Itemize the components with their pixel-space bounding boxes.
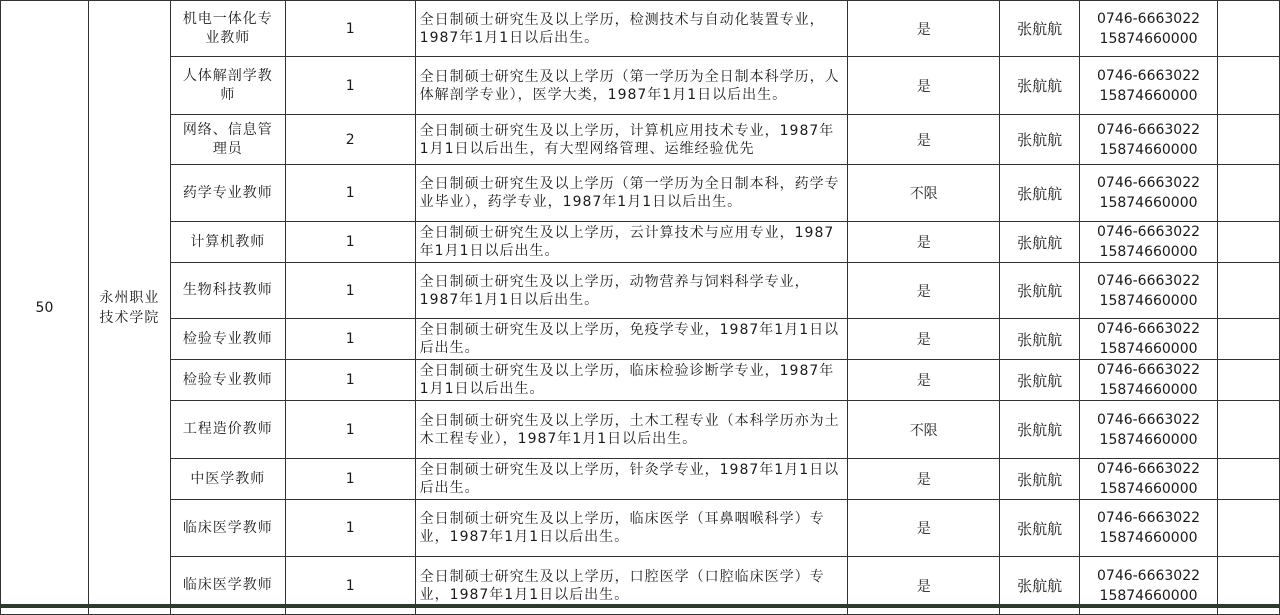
position-cell: 临床医学教师 [170,500,285,557]
contact-name-cell: 张航航 [1000,57,1080,115]
phone-cell [1080,1,1218,57]
position-cell: 中医学教师 [170,459,285,500]
headcount-cell: 1 [285,360,415,401]
blank-cell [1218,263,1280,319]
phone-cell [1080,319,1218,360]
position-cell: 检验专业教师 [170,360,285,401]
unit-name-cell: 永州职业技术学院 [88,1,170,615]
phone-landline: 0746-6663022 [1097,224,1201,240]
blank-cell [1218,57,1280,115]
flag-cell: 是 [848,459,1000,500]
phone-landline: 0746-6663022 [1097,362,1201,378]
requirement-cell [415,165,848,222]
position-cell: 人体解剖学教师 [170,57,285,115]
phone-landline: 0746-6663022 [1097,10,1201,27]
table-row [1,57,1280,115]
table-row [1,1,1280,57]
headcount-cell: 1 [285,1,415,57]
requirement-cell [415,222,848,263]
requirement-text: 全日制硕士研究生及以上学历，临床检验诊断学专业，1987年1月1日以后出生。 [419,363,835,397]
contact-name-cell: 张航航 [1000,165,1080,222]
phone-mobile: 15874660000 [1099,587,1198,604]
contact-name-cell: 张航航 [1000,401,1080,459]
table-row [1,401,1280,459]
headcount-cell: 1 [285,500,415,557]
blank-cell [1218,115,1280,165]
headcount-cell: 1 [285,319,415,360]
requirement-text: 全日制硕士研究生及以上学历，云计算技术与应用专业，1987年1月1日以后出生。 [419,225,835,259]
phone-cell [1080,360,1218,401]
position-cell: 机电一体化专业教师 [170,1,285,57]
table-row [1,263,1280,319]
blank-cell [1218,360,1280,401]
headcount-cell: 1 [285,263,415,319]
phone-cell [1080,459,1218,500]
phone-mobile: 15874660000 [1099,87,1198,104]
position-cell: 检验专业教师 [170,319,285,360]
position-cell: 工程造价教师 [170,401,285,459]
requirement-cell [415,57,848,115]
bottom-rule [0,604,1280,608]
requirement-cell [415,319,848,360]
flag-cell: 是 [848,360,1000,401]
contact-name-cell: 张航航 [1000,459,1080,500]
contact-name-cell: 张航航 [1000,115,1080,165]
phone-landline: 0746-6663022 [1097,321,1201,337]
flag-cell: 是 [848,557,1000,615]
headcount-cell: 1 [285,557,415,615]
contact-name-cell: 张航航 [1000,500,1080,557]
requirement-cell [415,360,848,401]
headcount-cell: 1 [285,401,415,459]
requirement-cell [415,263,848,319]
phone-cell [1080,57,1218,115]
headcount-cell: 1 [285,459,415,500]
contact-name-cell: 张航航 [1000,222,1080,263]
phone-cell [1080,500,1218,557]
blank-cell [1218,500,1280,557]
phone-landline: 0746-6663022 [1097,461,1201,477]
position-cell: 网络、信息管理员 [170,115,285,165]
table-row [1,319,1280,360]
table-row [1,459,1280,500]
table-row [1,500,1280,557]
blank-cell [1218,319,1280,360]
requirement-cell [415,500,848,557]
position-cell: 临床医学教师 [170,557,285,615]
requirement-text: 全日制硕士研究生及以上学历，临床医学（耳鼻咽喉科学）专业，1987年1月1日以后出生。 [419,511,825,545]
table-row [1,165,1280,222]
phone-mobile: 15874660000 [1099,30,1198,47]
headcount-cell: 2 [285,115,415,165]
headcount-cell: 1 [285,57,415,115]
contact-name-cell: 张航航 [1000,263,1080,319]
flag-cell: 是 [848,263,1000,319]
requirement-cell [415,459,848,500]
requirement-text: 全日制硕士研究生及以上学历，免疫学专业，1987年1月1日以后出生。 [419,322,840,356]
contact-name-cell: 张航航 [1000,557,1080,615]
blank-cell [1218,401,1280,459]
requirement-text: 全日制硕士研究生及以上学历，动物营养与饲料科学专业，1987年1月1日以后出生。 [419,273,810,308]
requirement-text: 全日制硕士研究生及以上学历，口腔医学（口腔临床医学）专业，1987年1月1日以后出生。 [419,568,825,603]
phone-landline: 0746-6663022 [1097,510,1201,526]
blank-cell [1218,222,1280,263]
phone-mobile: 15874660000 [1099,244,1198,260]
requirement-cell [415,401,848,459]
position-cell: 生物科技教师 [170,263,285,319]
requirement-text: 全日制硕士研究生及以上学历，检测技术与自动化装置专业，1987年1月1日以后出生。 [419,11,825,46]
phone-landline: 0746-6663022 [1097,272,1201,289]
flag-cell: 是 [848,1,1000,57]
phone-landline: 0746-6663022 [1097,67,1201,84]
phone-cell [1080,165,1218,222]
blank-cell [1218,459,1280,500]
flag-cell: 不限 [848,165,1000,222]
phone-mobile: 15874660000 [1099,481,1198,497]
flag-cell: 是 [848,222,1000,263]
requirement-text: 全日制硕士研究生及以上学历，土木工程专业（本科学历亦为土木工程专业），1987年1月1日以后出生。 [419,412,840,447]
table-row [1,115,1280,165]
requirement-text: 全日制硕士研究生及以上学历（第一学历为全日制本科学历，人体解剖学专业），医学大类，1987年1月1日以后出生。 [419,68,840,103]
phone-landline: 0746-6663022 [1097,411,1201,428]
requirement-text: 全日制硕士研究生及以上学历，针灸学专业，1987年1月1日以后出生。 [419,462,840,496]
flag-cell: 是 [848,115,1000,165]
requirement-text: 全日制硕士研究生及以上学历（第一学历为全日制本科，药学专业毕业），药学专业，1987年1月1日以后出生。 [419,176,840,210]
contact-name-cell: 张航航 [1000,1,1080,57]
phone-mobile: 15874660000 [1099,341,1198,357]
phone-cell [1080,115,1218,165]
phone-cell [1080,401,1218,459]
headcount-cell: 1 [285,222,415,263]
phone-mobile: 15874660000 [1099,530,1198,546]
position-cell: 药学专业教师 [170,165,285,222]
flag-cell: 不限 [848,401,1000,459]
phone-mobile: 15874660000 [1099,141,1198,158]
table-row [1,222,1280,263]
phone-cell [1080,263,1218,319]
requirement-text: 全日制硕士研究生及以上学历，计算机应用技术专业，1987年1月1日以后出生，有大型网络管理、运维经验优先 [419,122,835,157]
phone-mobile: 15874660000 [1099,195,1198,211]
phone-mobile: 15874660000 [1099,292,1198,309]
blank-cell [1218,165,1280,222]
phone-mobile: 15874660000 [1099,431,1198,448]
phone-mobile: 15874660000 [1099,382,1198,398]
phone-landline: 0746-6663022 [1097,175,1201,191]
position-cell: 计算机教师 [170,222,285,263]
flag-cell: 是 [848,57,1000,115]
requirement-cell [415,1,848,57]
table-row [1,360,1280,401]
headcount-cell: 1 [285,165,415,222]
phone-cell [1080,222,1218,263]
blank-cell [1218,1,1280,57]
contact-name-cell: 张航航 [1000,319,1080,360]
contact-name-cell: 张航航 [1000,360,1080,401]
serial-number-cell: 50 [1,1,89,615]
flag-cell: 是 [848,500,1000,557]
requirement-cell [415,115,848,165]
phone-landline: 0746-6663022 [1097,567,1201,584]
phone-landline: 0746-6663022 [1097,121,1201,138]
flag-cell: 是 [848,319,1000,360]
